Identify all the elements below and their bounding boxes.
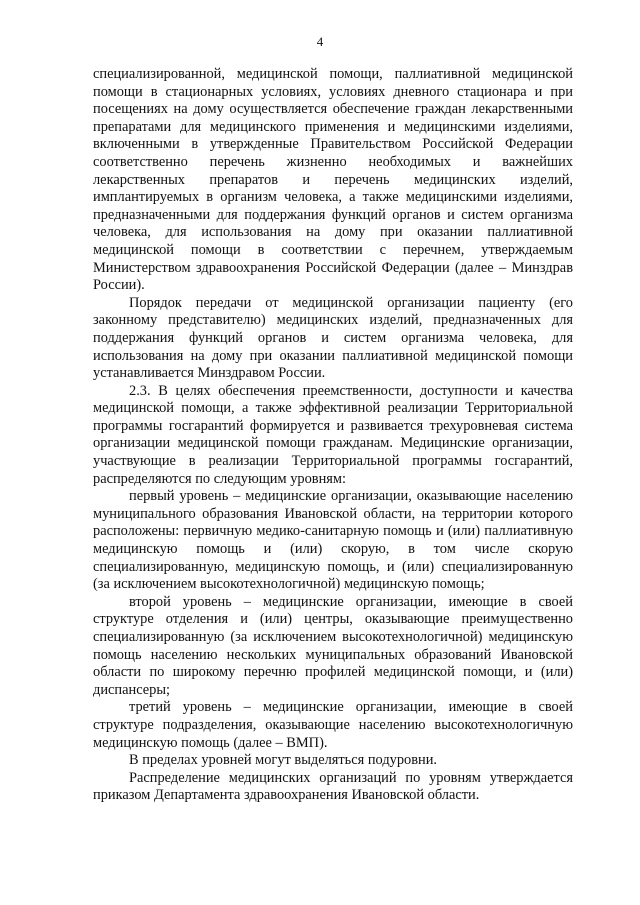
page-number: 4 [316,34,324,49]
paragraph-distribution-order: Распределение медицинских организаций по уровням утверждается приказом Департамента здравоохранения Ивановской области. [93,769,573,804]
paragraph-first-level: первый уровень – медицинские организации, оказывающие населению муниципального образования Ивановской области, на территории которого расположены: первичную медико-санитарную помощь и (или) паллиативную медицинскую помощь и (или) скорую, в том числе скорую специализированную, медицинскую помощь, и (или) специализированную (за исключением высокотехнологичной) медицинскую помощь; [93,488,573,593]
paragraph-transfer-procedure: Порядок передачи от медицинской организации пациенту (его законному представителю) медицинских изделий, предназначенных для поддержания функций органов и систем организма человека, для использования на дому при оказании паллиативной медицинской помощи устанавливается Минздравом России. [93,294,573,382]
document-body [93,66,573,805]
paragraph-three-level-system: 2.3. В целях обеспечения преемственности, доступности и качества медицинской помощи, а также эффективной реализации Территориальной программы госгарантий формируется и развивается трехуровневая система организации медицинской помощи гражданам. Медицинские организации, участвующие в реализации Территориальной программы госгарантий, распределяются по следующим уровням: [93,382,573,487]
paragraph-second-level: второй уровень – медицинские организации, имеющие в своей структуре отделения и (или) центры, оказывающие преимущественно специализированную (за исключением высокотехнологичной) медицинскую помощь населению нескольких муниципальных образований Ивановской области по широкому перечню профилей медицинской помощи, и (или) диспансеры; [93,593,573,698]
paragraph-medical-supplies: специализированной, медицинской помощи, паллиативной медицинской помощи в стационарных условиях, условиях дневного стационара и при посещениях на дому осуществляется обеспечение граждан лекарственными препаратами для медицинского применения и медицинскими изделиями, включенными в утвержденные Правительством Российской Федерации соответственно перечень жизненно необходимых и важнейших лекарственных препаратов и перечень медицинских изделий, имплантируемых в организм человека, а также медицинскими изделиями, предназначенными для поддержания функций органов и систем организма человека, для использования на дому при оказании паллиативной медицинской помощи в соответствии с перечнем, утверждаемым Министерством здравоохранения Российской Федерации (далее – Минздрав России). [93,66,573,294]
paragraph-third-level: третий уровень – медицинские организации, имеющие в своей структуре подразделения, оказывающие населению высокотехнологичную медицинскую помощь (далее – ВМП). [93,699,573,751]
paragraph-sublevels: В пределах уровней могут выделяться подуровни. [129,752,438,769]
